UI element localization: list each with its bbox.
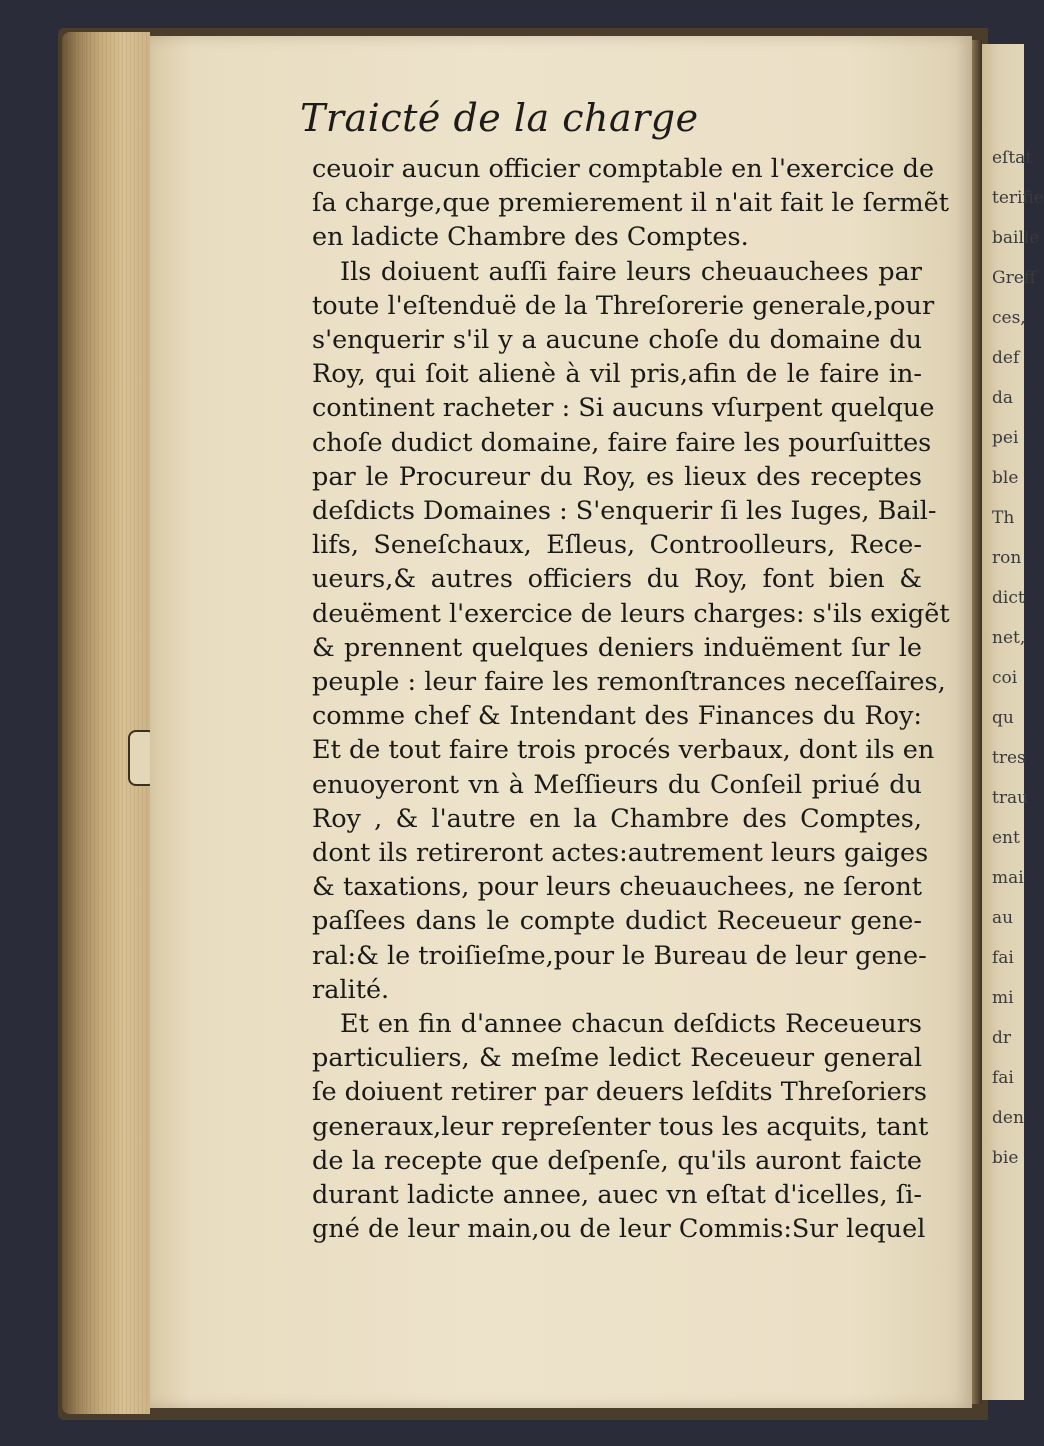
facing-page-fragment: qu bbox=[992, 708, 1014, 728]
text-line: durant ladicte annee, auec vn eſtat d'icelles, ſi- bbox=[312, 1180, 922, 1211]
facing-page-fragment: dr bbox=[992, 1028, 1012, 1048]
text-line: Roy, qui ſoit alienè à vil pris,afin de le faire in- bbox=[312, 359, 922, 390]
text-line: par le Procureur du Roy, es lieux des receptes bbox=[312, 461, 922, 492]
facing-page-fragment: fai bbox=[992, 948, 1014, 968]
facing-page-fragment: mai bbox=[992, 868, 1024, 888]
text-line: choſe dudict domaine, faire faire les pourſuittes bbox=[312, 427, 932, 458]
text-line: ueurs,& autres officiers du Roy, font bien & bbox=[312, 564, 922, 595]
facing-page-edge bbox=[982, 44, 1044, 1400]
facing-page-fragment: bie bbox=[992, 1148, 1019, 1168]
facing-page-fragment: da bbox=[992, 388, 1014, 408]
facing-page-fragment: ent bbox=[992, 828, 1020, 848]
text-line: continent racheter : Si aucuns vſurpent quelque bbox=[312, 393, 935, 424]
text-line: peuple : leur faire les remonſtrances neceſſaires, bbox=[312, 667, 946, 698]
text-line: de la recepte que deſpenſe, qu'ils auront faicte bbox=[312, 1145, 922, 1176]
facing-page-fragment: def bbox=[992, 348, 1020, 368]
text-line: & taxations, pour leurs cheuauchees, ne ſeront bbox=[312, 872, 922, 903]
text-line: en ladicte Chambre des Comptes. bbox=[312, 222, 749, 253]
text-line: toute l'eſtenduë de la Threſorerie generale,pour bbox=[312, 290, 935, 321]
book-gutter bbox=[972, 40, 982, 1404]
text-line: ſa charge,que premierement il n'ait fait le ſermẽt bbox=[312, 188, 949, 219]
text-line: s'enquerir s'il y a aucune choſe du domaine du bbox=[312, 325, 922, 356]
text-line: Et de tout faire trois procés verbaux, dont ils en bbox=[312, 735, 935, 766]
facing-page-fragment: baille bbox=[992, 228, 1040, 248]
text-line: deſdicts Domaines : S'enquerir ſi les Iuges, Bail- bbox=[312, 496, 937, 527]
facing-page-fragment: dict bbox=[992, 588, 1025, 608]
facing-page-fragment: eſtat bbox=[992, 148, 1033, 168]
facing-page-fragment: Greff bbox=[992, 268, 1036, 288]
text-line: particuliers, & meſme ledict Receueur general bbox=[312, 1043, 922, 1074]
text-line: ral:& le troiſieſme,pour le Bureau de leur gene- bbox=[312, 940, 927, 971]
text-line: comme chef & Intendant des Finances du Roy: bbox=[312, 701, 922, 732]
text-line: generaux,leur repreſenter tous les acquits, tant bbox=[312, 1111, 929, 1142]
facing-page-fragment: ron bbox=[992, 548, 1022, 568]
page-edges bbox=[62, 32, 150, 1414]
facing-page-fragment: ces, bbox=[992, 308, 1026, 328]
facing-page-fragment: tres bbox=[992, 748, 1026, 768]
text-line: paſſees dans le compte dudict Receueur gene- bbox=[312, 906, 922, 937]
facing-page-fragment: net, bbox=[992, 628, 1026, 648]
text-line: ſe doiuent retirer par deuers leſdits Threſoriers bbox=[312, 1077, 927, 1108]
text-line: Ils doiuent auſſi faire leurs cheuauchees par bbox=[340, 256, 922, 287]
page-text bbox=[312, 152, 950, 1247]
facing-page-fragment: fai bbox=[992, 1068, 1014, 1088]
text-line: lifs, Seneſchaux, Eſleus, Controolleurs, Rece- bbox=[312, 530, 922, 561]
facing-page-fragment: trau bbox=[992, 788, 1029, 808]
facing-page-fragment: ble bbox=[992, 468, 1019, 488]
facing-page-fragment: au bbox=[992, 908, 1014, 928]
text-line: ceuoir aucun officier comptable en l'exercice de bbox=[312, 154, 935, 184]
running-head: Traicté de la charge bbox=[300, 96, 699, 140]
facing-page-fragment: terifie bbox=[992, 188, 1044, 208]
facing-page-fragment: Th bbox=[992, 508, 1015, 528]
text-line: Et en fin d'annee chacun deſdicts Receueurs bbox=[340, 1009, 922, 1040]
facing-page-fragment: den bbox=[992, 1108, 1024, 1128]
facing-page-fragment: coi bbox=[992, 668, 1018, 688]
text-line: Roy , & l'autre en la Chambre des Comptes, bbox=[312, 803, 922, 834]
facing-page-fragment: mi bbox=[992, 988, 1014, 1008]
text-line: dont ils retireront actes:autrement leurs gaiges bbox=[312, 838, 929, 869]
text-line: ralité. bbox=[312, 974, 390, 1005]
text-line: deuëment l'exercice de leurs charges: s'ils exigẽt bbox=[312, 598, 950, 629]
text-line: enuoyeront vn à Meſſieurs du Conſeil priué du bbox=[312, 769, 922, 800]
facing-page-fragment: pei bbox=[992, 428, 1019, 448]
text-line: gné de leur main,ou de leur Commis:Sur lequel bbox=[312, 1214, 926, 1245]
text-line: & prennent quelques deniers induëment ſur le bbox=[312, 632, 922, 663]
